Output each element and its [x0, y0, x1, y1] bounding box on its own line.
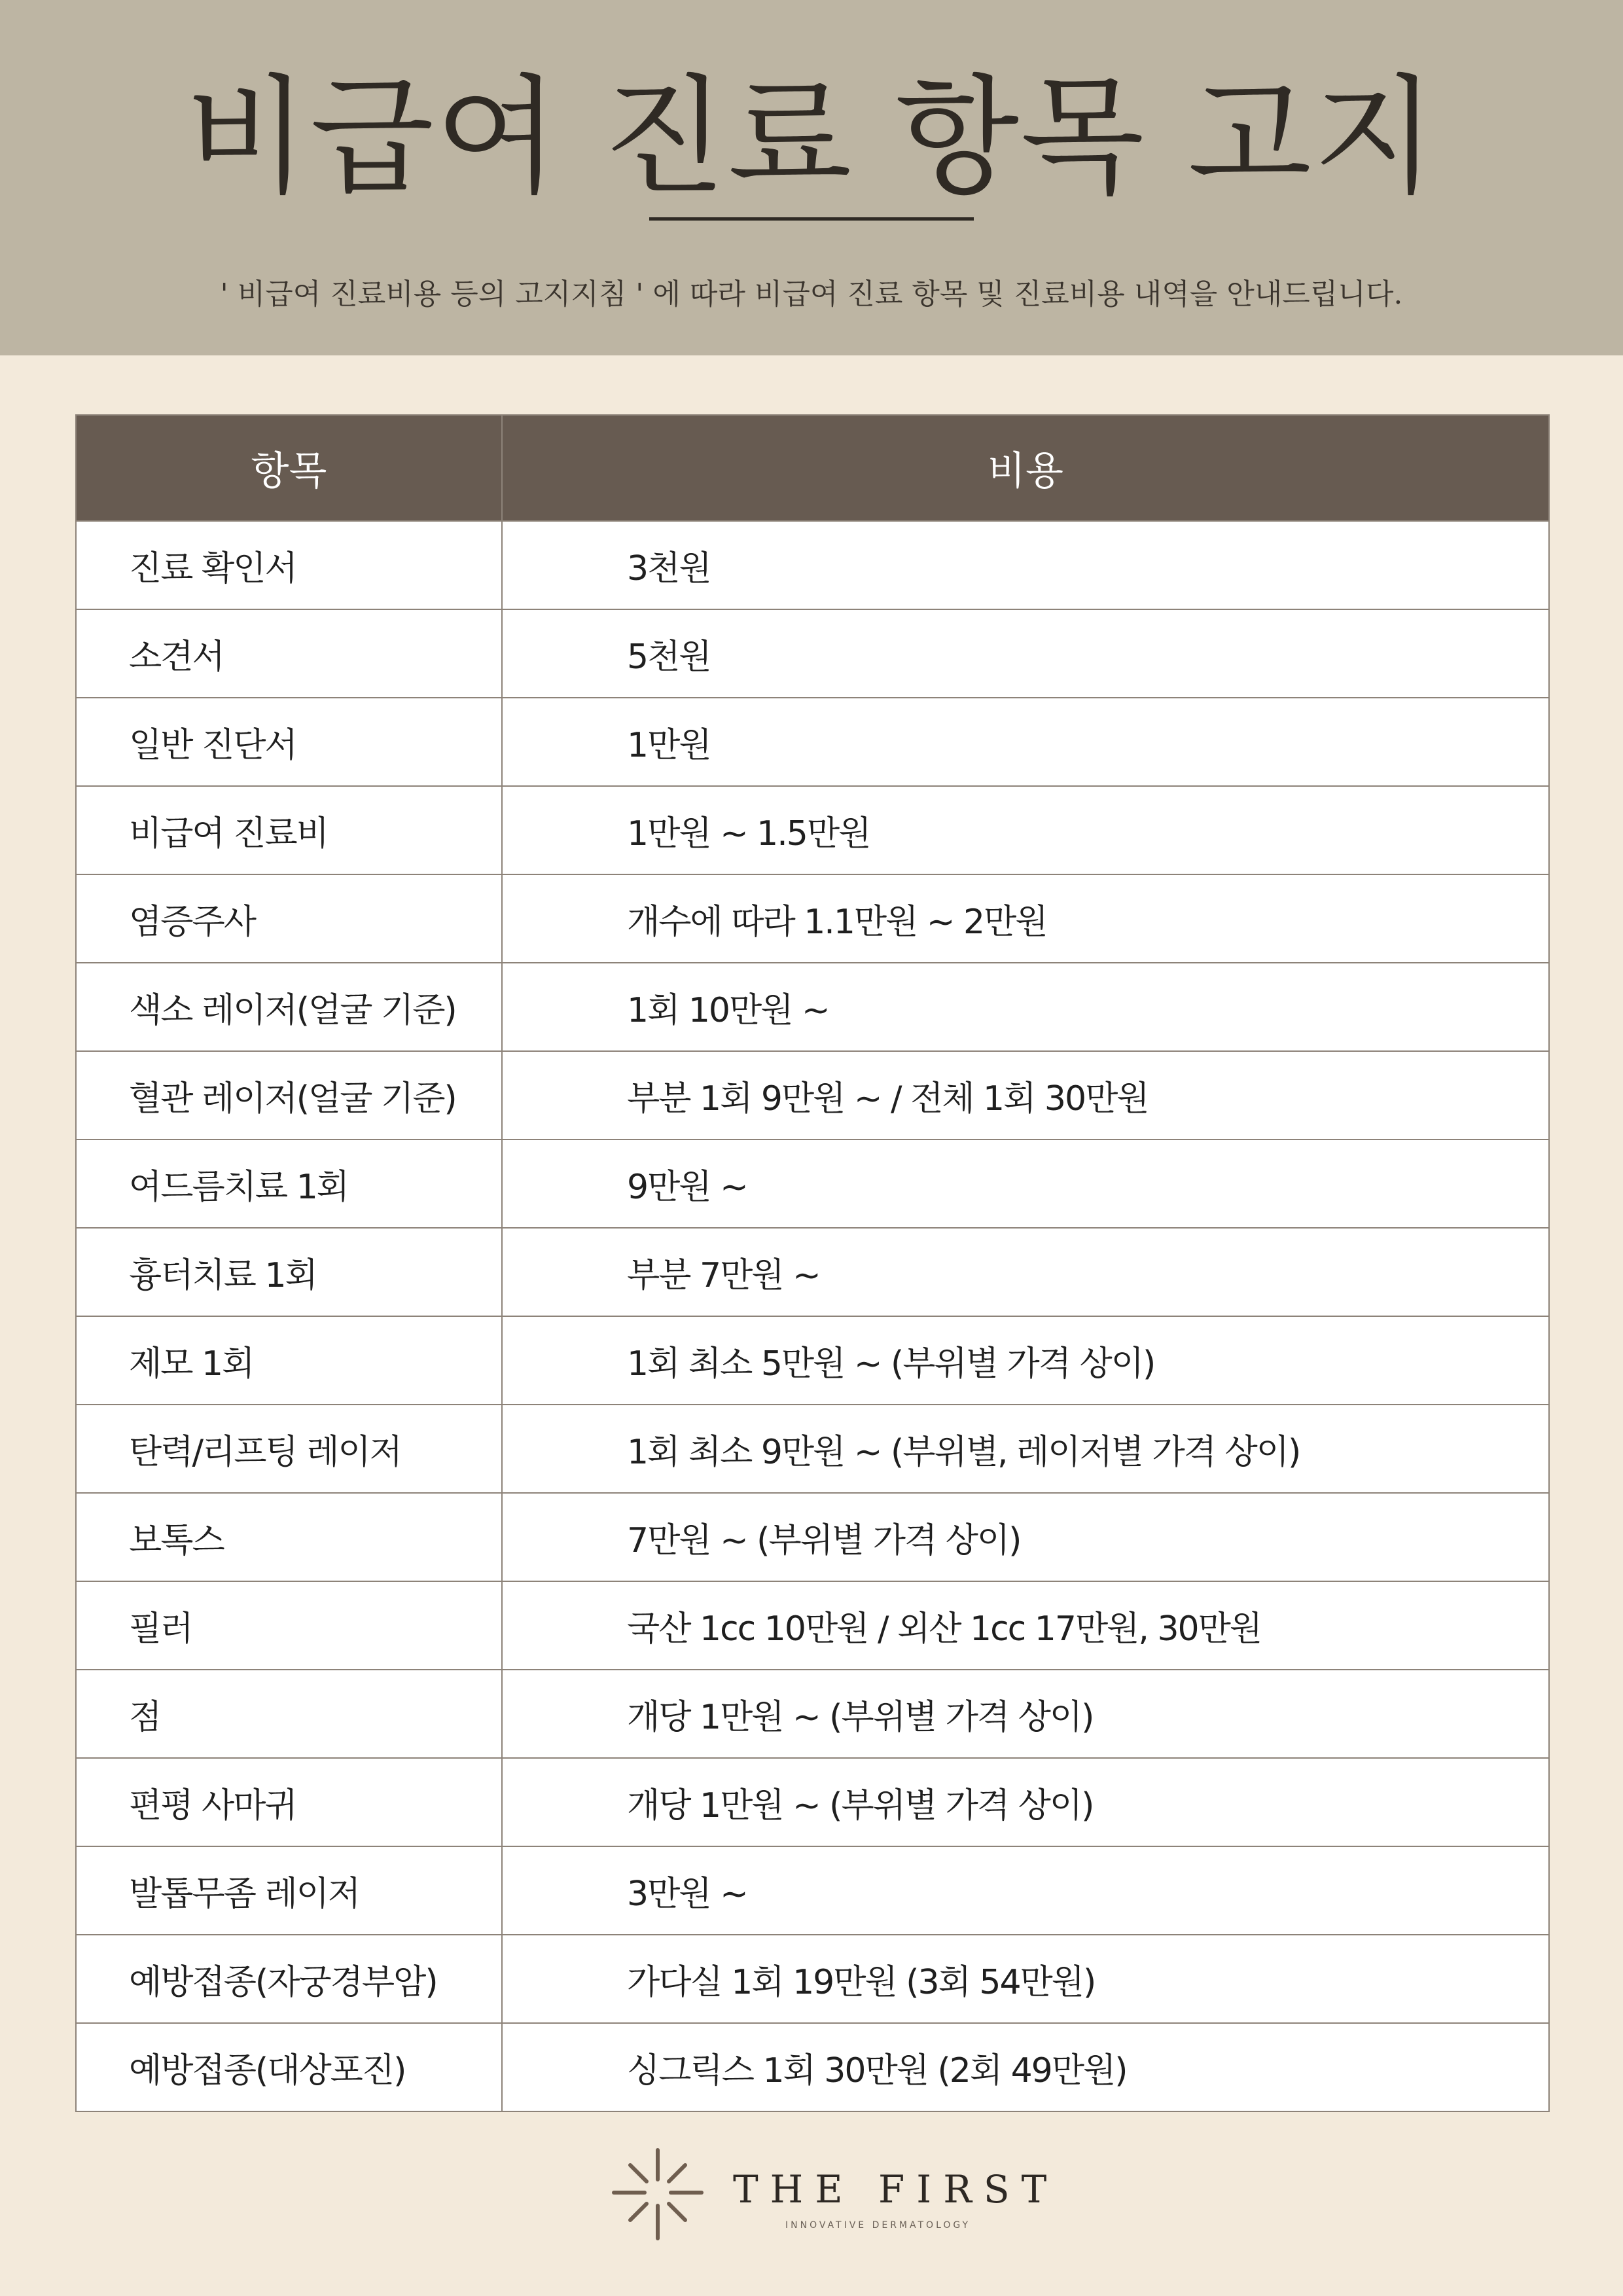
table-row	[76, 1493, 1549, 1581]
table-row	[76, 1670, 1549, 1758]
cost-cell: 7만원 ~ (부위별 가격 상이)	[502, 1493, 1549, 1581]
item-cell: 소견서	[76, 609, 502, 698]
cost-cell: 3만원 ~	[502, 1846, 1549, 1935]
item-cell: 혈관 레이저(얼굴 기준)	[76, 1051, 502, 1139]
table-row	[76, 1405, 1549, 1493]
brand-name: THE FIRST	[733, 2167, 1059, 2212]
table-row	[76, 2023, 1549, 2111]
brand-logo	[609, 2144, 1059, 2248]
table-row	[76, 874, 1549, 963]
item-cell: 색소 레이저(얼굴 기준)	[76, 963, 502, 1051]
title-underline	[649, 217, 974, 221]
table-row	[76, 521, 1549, 609]
item-cell: 필러	[76, 1581, 502, 1670]
item-cell: 흉터치료 1회	[76, 1228, 502, 1316]
column-header-cost: 비용	[502, 415, 1549, 521]
table-body	[76, 521, 1549, 2111]
item-cell: 비급여 진료비	[76, 786, 502, 874]
cost-cell: 1회 최소 5만원 ~ (부위별 가격 상이)	[502, 1316, 1549, 1405]
page-subtitle: ' 비급여 진료비용 등의 고지지침 ' 에 따라 비급여 진료 항목 및 진료비용 내역을 안내드립니다.	[220, 278, 1403, 311]
item-cell: 제모 1회	[76, 1316, 502, 1405]
item-cell: 탄력/리프팅 레이저	[76, 1405, 502, 1493]
brand-tagline: INNOVATIVE DERMATOLOGY	[785, 2220, 971, 2231]
cost-cell: 9만원 ~	[502, 1139, 1549, 1228]
item-cell: 점	[76, 1670, 502, 1758]
item-cell: 여드름치료 1회	[76, 1139, 502, 1228]
cost-cell: 개당 1만원 ~ (부위별 가격 상이)	[502, 1758, 1549, 1846]
table-row	[76, 963, 1549, 1051]
table-row	[76, 1581, 1549, 1670]
item-cell: 예방접종(대상포진)	[76, 2023, 502, 2111]
fee-table	[75, 414, 1550, 2112]
item-cell: 일반 진단서	[76, 698, 502, 786]
item-cell: 보톡스	[76, 1493, 502, 1581]
table-row	[76, 1758, 1549, 1846]
table-row	[76, 1846, 1549, 1935]
cost-cell: 부분 1회 9만원 ~ / 전체 1회 30만원	[502, 1051, 1549, 1139]
column-header-item: 항목	[76, 415, 502, 521]
table-row	[76, 786, 1549, 874]
item-cell: 염증주사	[76, 874, 502, 963]
item-cell: 예방접종(자궁경부암)	[76, 1935, 502, 2023]
page-title: 비급여 진료 항목 고지	[185, 63, 1438, 212]
starburst-icon	[609, 2144, 707, 2242]
table-row	[76, 1139, 1549, 1228]
item-cell: 편평 사마귀	[76, 1758, 502, 1846]
header-band	[0, 0, 1623, 355]
cost-cell: 개수에 따라 1.1만원 ~ 2만원	[502, 874, 1549, 963]
cost-cell: 1만원 ~ 1.5만원	[502, 786, 1549, 874]
cost-cell: 1회 최소 9만원 ~ (부위별, 레이저별 가격 상이)	[502, 1405, 1549, 1493]
table-row	[76, 698, 1549, 786]
cost-cell: 1회 10만원 ~	[502, 963, 1549, 1051]
item-cell: 발톱무좀 레이저	[76, 1846, 502, 1935]
table-row	[76, 1228, 1549, 1316]
table-header-row	[76, 415, 1549, 521]
cost-cell: 개당 1만원 ~ (부위별 가격 상이)	[502, 1670, 1549, 1758]
table-row	[76, 1935, 1549, 2023]
item-cell: 진료 확인서	[76, 521, 502, 609]
cost-cell: 싱그릭스 1회 30만원 (2회 49만원)	[502, 2023, 1549, 2111]
cost-cell: 부분 7만원 ~	[502, 1228, 1549, 1316]
table-row	[76, 1316, 1549, 1405]
cost-cell: 국산 1cc 10만원 / 외산 1cc 17만원, 30만원	[502, 1581, 1549, 1670]
cost-cell: 가다실 1회 19만원 (3회 54만원)	[502, 1935, 1549, 2023]
cost-cell: 5천원	[502, 609, 1549, 698]
cost-cell: 3천원	[502, 521, 1549, 609]
cost-cell: 1만원	[502, 698, 1549, 786]
table-row	[76, 609, 1549, 698]
table-row	[76, 1051, 1549, 1139]
